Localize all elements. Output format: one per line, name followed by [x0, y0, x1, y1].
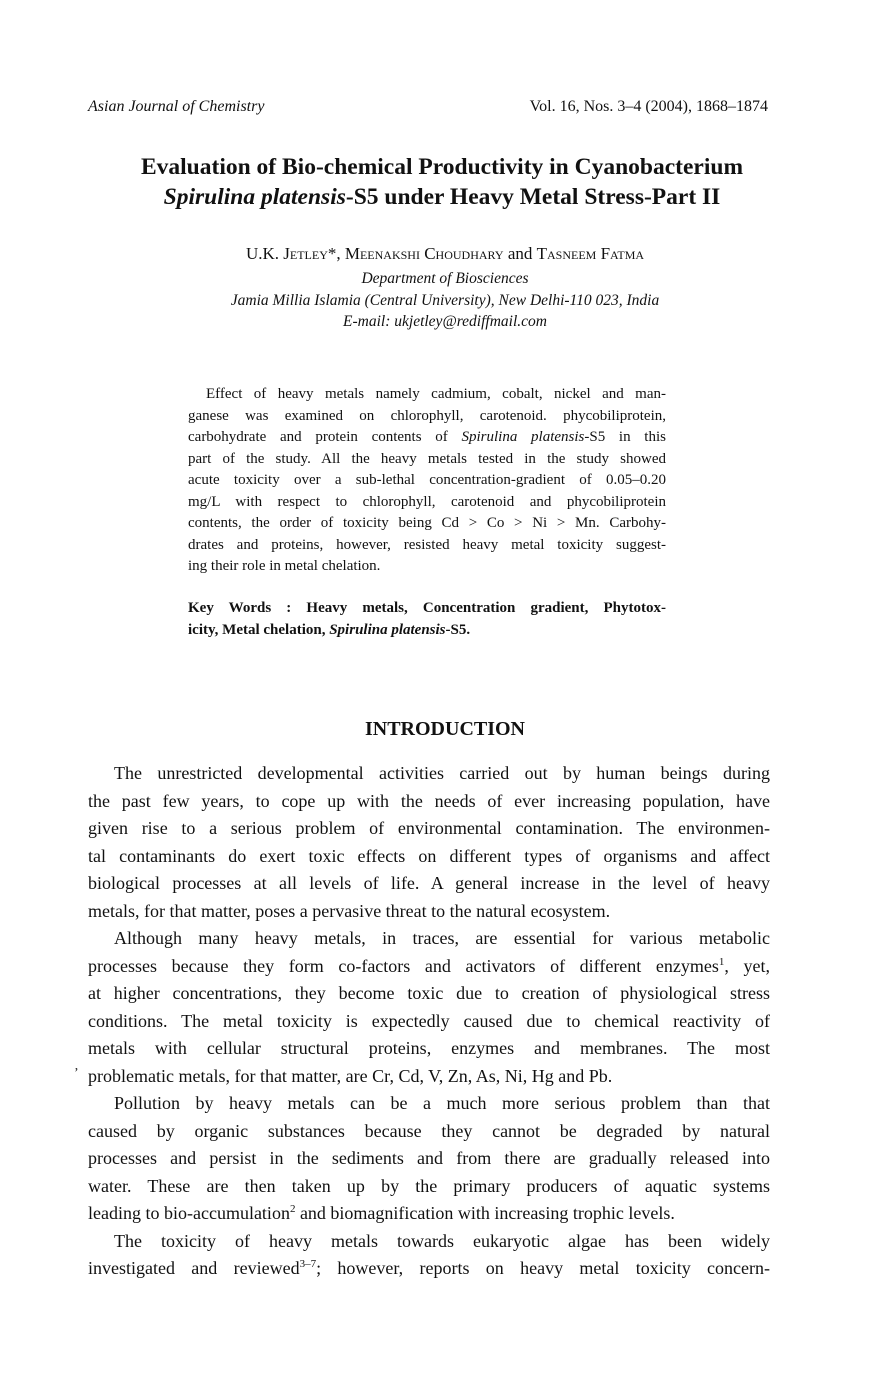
body-line: at higher concentrations, they become toxic due to creation of physiological stress	[88, 983, 770, 1003]
abstract-line: contents, the order of toxicity being Cd > Co > Ni > Mn. Carbohy-	[188, 515, 666, 531]
title-species: Spirulina platensis	[163, 184, 346, 210]
body-text: , yet,	[724, 955, 770, 976]
body-line	[88, 953, 770, 981]
keywords-text: -S5.	[445, 621, 471, 638]
abstract-line: ing their role in metal chelation.	[188, 558, 381, 574]
body-line: The unrestricted developmental activities carried out by human beings during	[114, 763, 770, 783]
body-line: metals, for that matter, poses a pervasive threat to the natural ecosystem.	[88, 900, 611, 921]
citation-ref: 2	[289, 1203, 296, 1215]
abstract-text: -S5 in this	[584, 429, 666, 445]
abstract-species: Spirulina platensis	[461, 429, 585, 445]
body-line	[88, 1200, 770, 1228]
volume-info: Vol. 16, Nos. 3–4 (2004), 1868–1874	[529, 98, 768, 115]
abstract	[188, 384, 666, 578]
author-1: U.K. Jetley*	[245, 244, 337, 263]
body-line: processes and persist in the sediments and from there are gradually released into	[88, 1148, 770, 1168]
abstract-line: ganese was examined on chlorophyll, carotenoid. phycobiliprotein,	[188, 407, 666, 424]
body-text: leading to bio-accumulation	[88, 1203, 290, 1223]
author-list	[100, 244, 790, 264]
body-text: processes because they form co-factors and activators of different enzymes	[88, 955, 719, 976]
author-2: Meenakshi Choudhary	[344, 244, 504, 263]
body-text: investigated and reviewed	[88, 1258, 300, 1278]
body-line: the past few years, to cope up with the needs of ever increasing population, have	[88, 790, 770, 811]
paper-title	[60, 152, 824, 212]
body-line: metals with cellular structural proteins, enzymes and membranes. The most	[88, 1038, 770, 1058]
body-line: caused by organic substances because they cannot be degraded by natural	[88, 1120, 770, 1141]
abstract-text: carbohydrate and protein contents of	[188, 429, 462, 445]
body-line: Although many heavy metals, in traces, are essential for various metabolic	[114, 928, 770, 948]
citation-ref: 3–7	[299, 1258, 317, 1270]
body-text: and biomagnification with increasing trophic levels.	[295, 1203, 675, 1223]
journal-name: Asian Journal of Chemistry	[88, 98, 265, 115]
body-line: given rise to a serious problem of environmental contamination. The environmen-	[88, 818, 770, 838]
institution: Jamia Millia Islamia (Central University), New Delhi-110 023, India	[230, 292, 660, 309]
body-line: biological processes at all levels of life. A general increase in the level of heavy	[88, 873, 770, 893]
title-line-2	[60, 182, 824, 212]
body-line: problematic metals, for that matter, are Cr, Cd, V, Zn, As, Ni, Hg and Pb.	[88, 1065, 613, 1086]
abstract-line: drates and proteins, however, resisted heavy metal toxicity suggest-	[188, 536, 666, 553]
title-line-1: Evaluation of Bio-chemical Productivity in Cyanobacterium	[140, 154, 744, 180]
keywords-text: icity, Metal chelation,	[188, 621, 330, 638]
body-line: The toxicity of heavy metals towards eukaryotic algae has been widely	[114, 1230, 770, 1251]
email: E-mail: ukjetley@rediffmail.com	[343, 313, 547, 330]
section-heading: INTRODUCTION	[364, 718, 526, 740]
abstract-line: part of the study. All the heavy metals tested in the study showed	[188, 450, 666, 467]
citation-ref: 1	[718, 955, 725, 968]
author-separator: and	[503, 244, 537, 263]
keywords	[188, 598, 666, 641]
body-line: Pollution by heavy metals can be a much more serious problem than that	[114, 1093, 770, 1113]
body-text: ; however, reports on heavy metal toxicity concern-	[316, 1258, 770, 1278]
abstract-line	[188, 427, 666, 449]
margin-mark: ’	[74, 1066, 79, 1081]
abstract-line: mg/L with respect to chlorophyll, carotenoid and phycobiliprotein	[188, 493, 666, 510]
keywords-line: Key Words : Heavy metals, Concentration gradient, Phytotox-	[188, 600, 666, 616]
body-line: tal contaminants do exert toxic effects on different types of organisms and affect	[88, 845, 770, 866]
introduction-body	[88, 760, 770, 1283]
body-line	[88, 1255, 770, 1283]
body-line: conditions. The metal toxicity is expectedly caused due to chemical reactivity of	[88, 1010, 770, 1031]
abstract-line: acute toxicity over a sub-lethal concentration-gradient of 0.05–0.20	[188, 472, 666, 488]
abstract-line: Effect of heavy metals namely cadmium, cobalt, nickel and man-	[206, 386, 666, 402]
department: Department of Biosciences	[361, 270, 529, 287]
body-line: water. These are then taken up by the primary producers of aquatic systems	[88, 1175, 770, 1196]
title-line-2-rest: -S5 under Heavy Metal Stress-Part II	[345, 184, 721, 210]
author-3: Tasneem Fatma	[536, 244, 645, 263]
keywords-line	[188, 620, 666, 642]
keywords-species: Spirulina platensis	[329, 621, 446, 638]
author-separator: ,	[336, 244, 345, 263]
